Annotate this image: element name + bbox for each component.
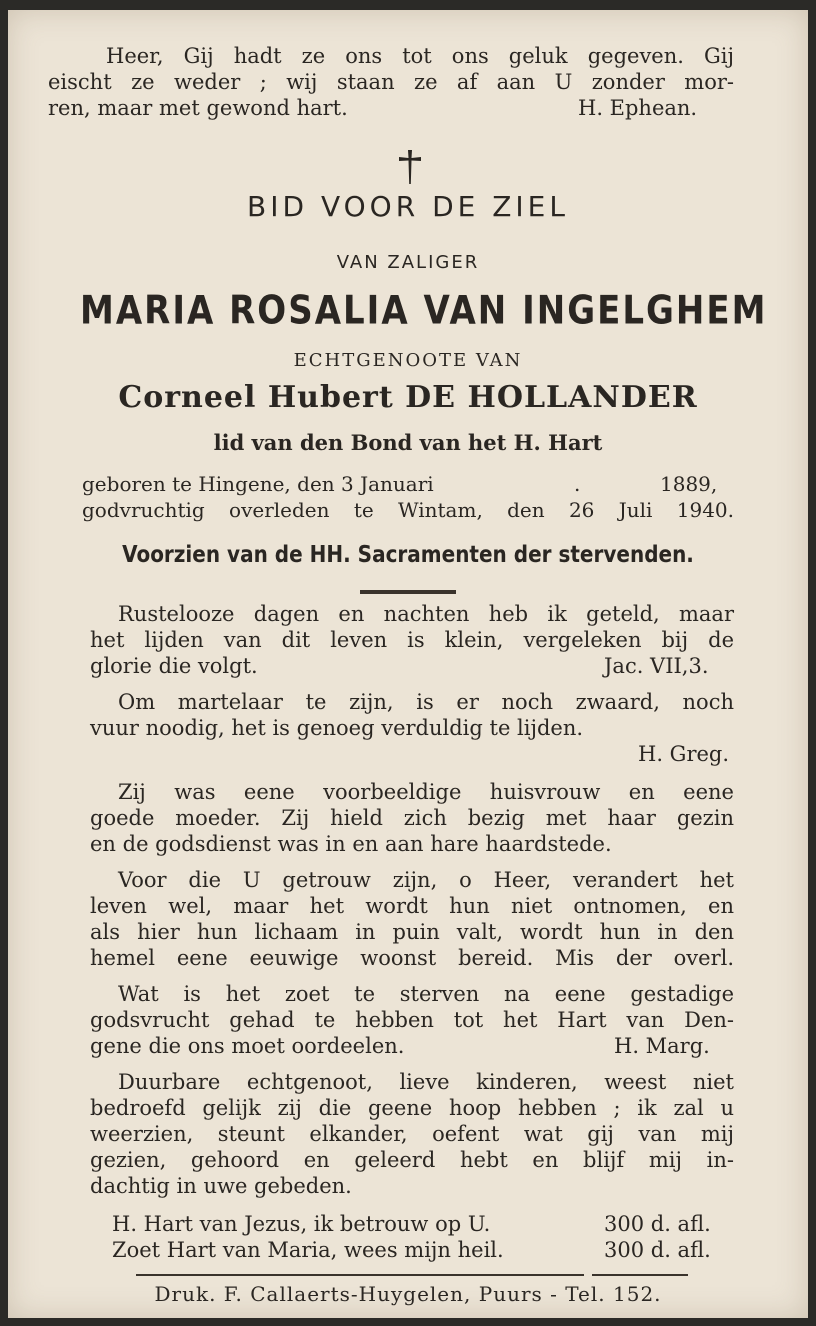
- born-line: geboren te Hingene, den 3 Januari: [82, 472, 434, 496]
- para-6-line-2: bedroefd gelijk zij die geene hoop hebben ; ik zal u: [90, 1096, 734, 1120]
- para-6-line-3: weerzien, steunt elkander, oefent wat gij van mij: [90, 1122, 734, 1146]
- indulgence-1-text: H. Hart van Jezus, ik betrouw op U.: [112, 1212, 491, 1236]
- para-2-line-1: Om martelaar te zijn, is er noch zwaard, noch: [118, 690, 734, 714]
- para-3-line-3: en de godsdienst was in en aan hare haardstede.: [90, 832, 612, 856]
- spouse-name: Corneel Hubert DE HOLLANDER: [118, 380, 698, 415]
- para-4-line-2: leven wel, maar het wordt hun niet ontnomen, en: [90, 894, 734, 918]
- para-5-line-3: gene die ons moet oordeelen.: [90, 1034, 405, 1058]
- indulgence-2-value: 300 d. afl.: [604, 1238, 711, 1262]
- para-1-line-1: Rustelooze dagen en nachten heb ik geteld, maar: [118, 602, 734, 626]
- deceased-name: MARIA ROSALIA VAN INGELGHEM: [80, 288, 768, 334]
- indulgence-1-value: 300 d. afl.: [604, 1212, 711, 1236]
- cross-icon: [396, 146, 424, 186]
- para-1-attribution: Jac. VII,3.: [604, 654, 709, 678]
- para-6-line-5: dachtig in uwe gebeden.: [90, 1174, 352, 1198]
- died-line: godvruchtig overleden te Wintam, den 26 Juli 1940.: [82, 498, 734, 522]
- para-6-line-4: gezien, gehoord en geleerd hebt en blijf mij in-: [90, 1148, 734, 1172]
- para-1-line-2: het lijden van dit leven is klein, vergeleken bij de: [90, 628, 734, 652]
- epigraph-line-2: eischt ze weder ; wij staan ze af aan U zonder mor-: [48, 70, 734, 94]
- footer-rule-right: [592, 1274, 688, 1276]
- epigraph-attribution: H. Ephean.: [578, 96, 698, 120]
- printer-line: Druk. F. Callaerts-Huygelen, Puurs - Tel. 152.: [154, 1282, 662, 1306]
- memorial-card: [8, 10, 808, 1318]
- indulgence-2-text: Zoet Hart van Maria, wees mijn heil.: [112, 1238, 504, 1262]
- echtgenoote-van: ECHTGENOOTE VAN: [293, 350, 523, 371]
- para-5-attribution: H. Marg.: [614, 1034, 710, 1058]
- para-2-attribution: H. Greg.: [638, 742, 730, 766]
- born-dot: .: [574, 472, 581, 496]
- member-line: lid van den Bond van het H. Hart: [213, 430, 603, 455]
- para-4-line-3: als hier hun lichaam in puin valt, wordt hun in den: [90, 920, 734, 944]
- para-4-line-4: hemel eene eeuwige woonst bereid. Mis der overl.: [90, 946, 734, 970]
- para-5-line-2: godsvrucht gehad te hebben tot het Hart van Den-: [90, 1008, 734, 1032]
- born-year: 1889,: [660, 472, 718, 496]
- para-3-line-2: goede moeder. Zij hield zich bezig met haar gezin: [90, 806, 734, 830]
- para-1-line-3: glorie die volgt.: [90, 654, 258, 678]
- para-2-line-2: vuur noodig, het is genoeg verduldig te lijden.: [90, 716, 584, 740]
- epigraph-line-3: ren, maar met gewond hart.: [48, 96, 348, 120]
- footer-rule-left: [136, 1274, 584, 1276]
- para-3-line-1: Zij was eene voorbeeldige huisvrouw en eene: [118, 780, 734, 804]
- van-zaliger: VAN ZALIGER: [336, 252, 480, 273]
- para-5-line-1: Wat is het zoet te sterven na eene gestadige: [118, 982, 734, 1006]
- epigraph-line-1: Heer, Gij hadt ze ons tot ons geluk gegeven. Gij: [106, 44, 734, 68]
- sacraments-line: Voorzien van de HH. Sacramenten der stervenden.: [122, 540, 694, 568]
- para-6-line-1: Duurbare echtgenoot, lieve kinderen, weest niet: [118, 1070, 734, 1094]
- separator-ornament: [360, 590, 456, 594]
- para-4-line-1: Voor die U getrouw zijn, o Heer, verandert het: [118, 868, 734, 892]
- bid-voor-de-ziel: BID VOOR DE ZIEL: [247, 190, 569, 223]
